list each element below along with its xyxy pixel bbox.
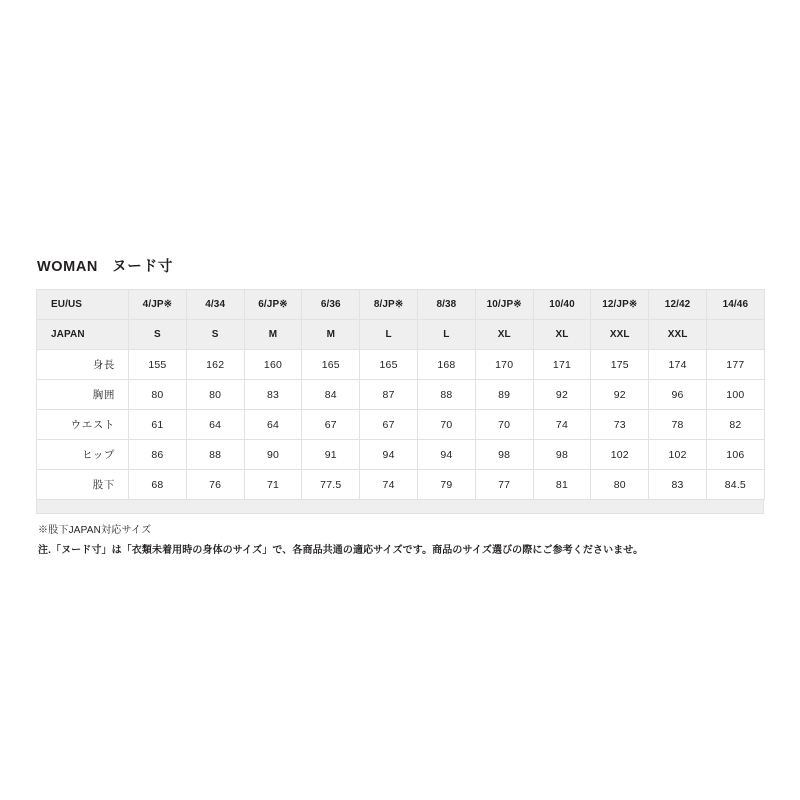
data-cell: 96 [649, 380, 707, 410]
data-cell: 94 [360, 440, 418, 470]
data-cell: 170 [475, 350, 533, 380]
table-row [37, 350, 765, 380]
data-cell: 92 [591, 380, 649, 410]
table-row [37, 380, 765, 410]
row-label-japan: JAPAN [37, 320, 129, 350]
notes [36, 523, 764, 558]
data-cell: 74 [360, 470, 418, 500]
header-cell: XXL [591, 320, 649, 350]
data-cell: 90 [244, 440, 302, 470]
data-cell: 160 [244, 350, 302, 380]
row-label: 身長 [37, 350, 129, 380]
data-cell: 80 [591, 470, 649, 500]
data-cell: 67 [302, 410, 360, 440]
size-table [36, 289, 765, 500]
header-cell: 10/JP※ [475, 290, 533, 320]
header-cell: 4/JP※ [129, 290, 187, 320]
header-cell: XXL [649, 320, 707, 350]
row-label: ウエスト [37, 410, 129, 440]
data-cell: 168 [417, 350, 475, 380]
note-inseam-japan: ※股下JAPAN対応サイズ [38, 525, 152, 536]
data-cell: 175 [591, 350, 649, 380]
header-cell: L [360, 320, 418, 350]
data-cell: 87 [360, 380, 418, 410]
data-cell: 77.5 [302, 470, 360, 500]
data-cell: 70 [475, 410, 533, 440]
data-cell: 165 [360, 350, 418, 380]
data-cell: 98 [475, 440, 533, 470]
data-cell: 102 [591, 440, 649, 470]
header-cell: 6/JP※ [244, 290, 302, 320]
header-cell: M [302, 320, 360, 350]
table-row [37, 470, 765, 500]
data-cell: 82 [706, 410, 764, 440]
data-cell: 70 [417, 410, 475, 440]
header-cell: M [244, 320, 302, 350]
header-cell: S [129, 320, 187, 350]
row-label: ヒップ [37, 440, 129, 470]
table-footer-strip [36, 500, 764, 514]
header-cell: L [417, 320, 475, 350]
header-cell: 8/JP※ [360, 290, 418, 320]
data-cell: 84 [302, 380, 360, 410]
row-label: 胸囲 [37, 380, 129, 410]
header-cell: S [186, 320, 244, 350]
size-chart-sheet [36, 255, 764, 558]
header-cell [706, 320, 764, 350]
data-cell: 78 [649, 410, 707, 440]
header-cell: XL [533, 320, 591, 350]
data-cell: 73 [591, 410, 649, 440]
table-header-row-japan [37, 320, 765, 350]
note-nude-size: 注.「ヌード寸」は「衣類未着用時の身体のサイズ」で、各商品共通の適応サイズです。商品のサイズ選びの際にご参考くださいませ。 [38, 544, 644, 556]
data-cell: 80 [129, 380, 187, 410]
data-cell: 100 [706, 380, 764, 410]
data-cell: 102 [649, 440, 707, 470]
header-cell: XL [475, 320, 533, 350]
data-cell: 81 [533, 470, 591, 500]
data-cell: 71 [244, 470, 302, 500]
data-cell: 74 [533, 410, 591, 440]
data-cell: 64 [244, 410, 302, 440]
data-cell: 76 [186, 470, 244, 500]
data-cell: 177 [706, 350, 764, 380]
data-cell: 88 [417, 380, 475, 410]
table-header-row-eu-us [37, 290, 765, 320]
data-cell: 80 [186, 380, 244, 410]
data-cell: 83 [649, 470, 707, 500]
header-cell: 14/46 [706, 290, 764, 320]
data-cell: 84.5 [706, 470, 764, 500]
data-cell: 155 [129, 350, 187, 380]
data-cell: 61 [129, 410, 187, 440]
data-cell: 83 [244, 380, 302, 410]
data-cell: 106 [706, 440, 764, 470]
data-cell: 94 [417, 440, 475, 470]
table-row [37, 410, 765, 440]
data-cell: 92 [533, 380, 591, 410]
table-row [37, 440, 765, 470]
header-cell: 6/36 [302, 290, 360, 320]
header-cell: 12/42 [649, 290, 707, 320]
data-cell: 67 [360, 410, 418, 440]
data-cell: 162 [186, 350, 244, 380]
header-cell: 8/38 [417, 290, 475, 320]
row-label-eu-us: EU/US [37, 290, 129, 320]
data-cell: 89 [475, 380, 533, 410]
data-cell: 77 [475, 470, 533, 500]
row-label: 股下 [37, 470, 129, 500]
data-cell: 88 [186, 440, 244, 470]
header-cell: 4/34 [186, 290, 244, 320]
data-cell: 64 [186, 410, 244, 440]
data-cell: 68 [129, 470, 187, 500]
data-cell: 79 [417, 470, 475, 500]
data-cell: 86 [129, 440, 187, 470]
page-title [36, 255, 764, 276]
header-cell: 10/40 [533, 290, 591, 320]
data-cell: 91 [302, 440, 360, 470]
title-main: WOMAN [37, 259, 98, 275]
data-cell: 174 [649, 350, 707, 380]
data-cell: 98 [533, 440, 591, 470]
data-cell: 171 [533, 350, 591, 380]
data-cell: 165 [302, 350, 360, 380]
title-sub: ヌード寸 [112, 259, 174, 275]
header-cell: 12/JP※ [591, 290, 649, 320]
